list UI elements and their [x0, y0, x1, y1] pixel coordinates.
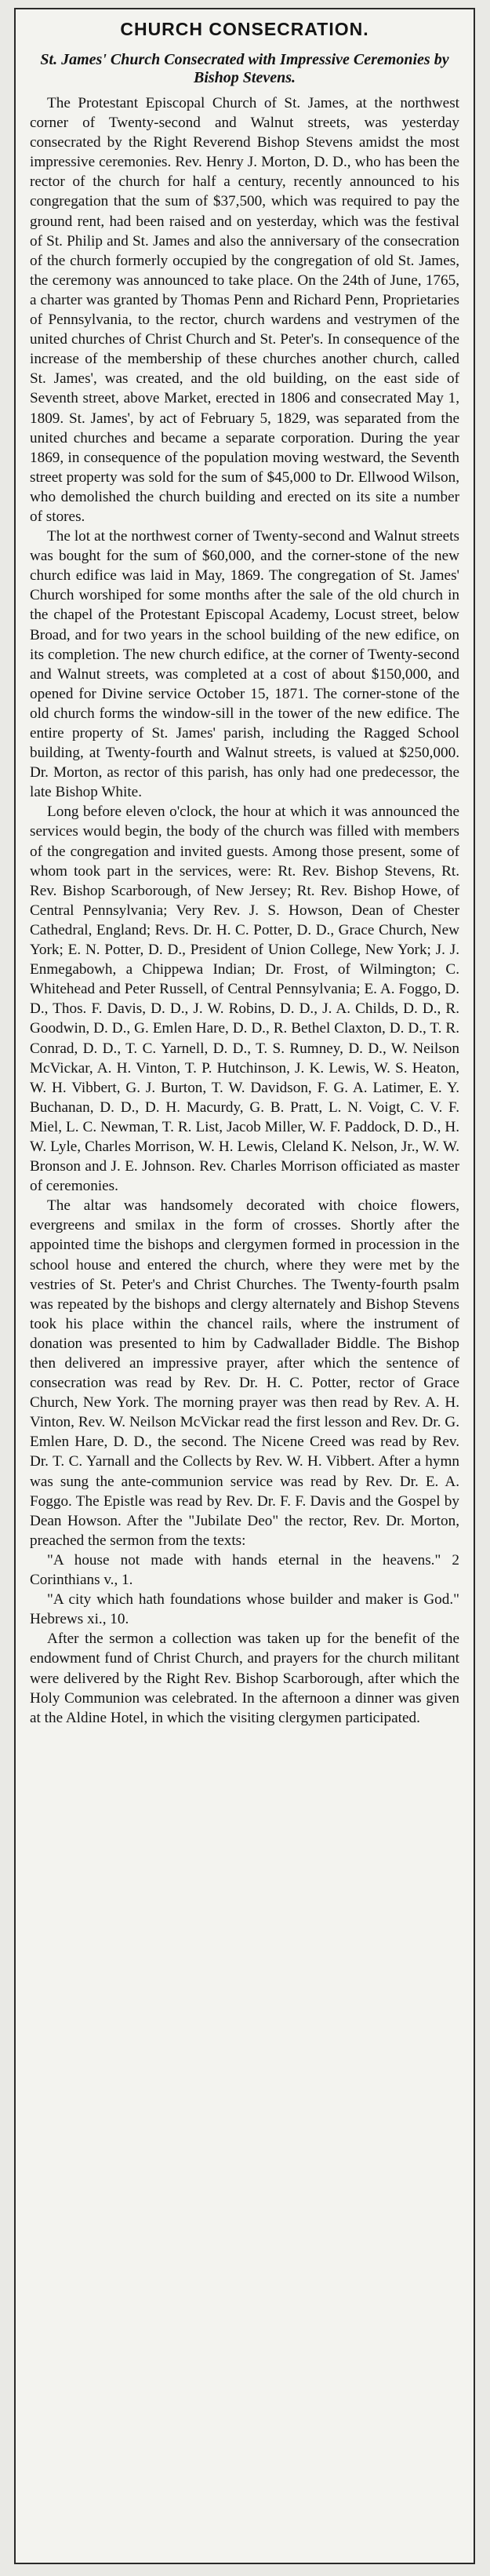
subheadline: St. James' Church Consecrated with Impressive Ceremonies by Bishop Stevens. [40, 51, 449, 86]
paragraph-ceremony: The altar was handsomely decorated with choice flowers, evergreens and smilax in the form of crosses. Shortly after the appointed time the bishops and clergymen formed in procession in the school house and entered the church, where they were met by the vestries of St. Peter's and Christ Churches. The Twenty-fourth psalm was repeated by the bishops and clergy alternately and Bishop Stevens took his place within the chancel rails, where the instrument of donation was presented to him by Cadwallader Biddle. The Bishop then delivered an impressive prayer, after which the sentence of consecration was read by Rev. Dr. H. C. Potter, rector of Grace Church, New York. The morning prayer was then read by Rev. A. H. Vinton, Rev. W. Neilson McVickar read the first lesson and Rev. Dr. G. Emlen Hare, D. D., the second. The Nicene Creed was read by Rev. Dr. T. C. Yarnall and the Collects by Rev. W. H. Vibbert. After a hymn was sung the ante-communion service was read by Rev. Dr. E. A. Foggo. The Epistle was read by Rev. Dr. F. F. Davis and the Gospel by Dean Howson. After the "Jubilate Deo" the rector, Rev. Dr. Morton, preached the sermon from the texts: [30, 1197, 459, 1549]
paragraph-closing: After the sermon a collection was taken up for the benefit of the endowment fund of Christ Church, and prayers for the church militant were delivered by the Right Rev. Bishop Scarborough, after which the Holy Communion was celebrated. In the afternoon a dinner was given at the Aldine Hotel, in which the visiting clergymen participated. [30, 1630, 459, 1726]
article-body [30, 93, 459, 1728]
newspaper-clipping [14, 8, 475, 2564]
paragraph-consecration-history: The Protestant Episcopal Church of St. James, at the northwest corner of Twenty-second and Walnut streets, was yesterday consecrated by the Right Reverend Bishop Stevens amidst the most impressive ceremonies. Rev. Henry J. Morton, D. D., who has been the rector of the church for half a century, recently announced to his congregation that the sum of $37,500, which was required to pay the ground rent, had been raised and on yesterday, which was the festival of St. Philip and St. James and also the anniversary of the consecration of the church formerly occupied by the congregation of old St. James, the ceremony was announced to take place. On the 24th of June, 1765, a charter was granted by Thomas Penn and Richard Penn, Proprietaries of Pennsylvania, to the rector, church wardens and vestrymen of the united churches of Christ Church and St. Peter's. In consequence of the increase of the membership of these churches another church, called St. James', was created, and the old building, on the east side of Seventh street, above Market, erected in 1806 and consecrated May 1, 1809. St. James', by act of February 5, 1829, was separated from the united churches and became a separate corporation. During the year 1869, in consequence of the population moving westward, the Seventh street property was sold for the sum of $45,000 to Dr. Ellwood Wilson, who demolished the church building and erected on its site a number of stores. [30, 95, 459, 525]
paragraph-attendees: Long before eleven o'clock, the hour at which it was announced the services would begin, the body of the church was filled with members of the congregation and invited guests. Among those present, some of whom took part in the services, were: Rt. Rev. Bishop Stevens, Rt. Rev. Bishop Scarborough, of New Jersey; Rt. Rev. Bishop Howe, of Central Pennsylvania; Very Rev. J. S. Howson, Dean of Chester Cathedral, England; Revs. Dr. H. C. Potter, D. D., Grace Church, New York; E. N. Potter, D. D., President of Union College, New York; J. J. Enmegabowh, a Chippewa Indian; Dr. Frost, of Wilmington; C. Whitehead and Peter Russell, of Central Pennsylvania; E. A. Foggo, D. D., Thos. F. Davis, D. D., J. W. Robins, D. D., J. A. Childs, D. D., R. Goodwin, D. D., G. Emlen Hare, D. D., R. Bethel Claxton, D. D., T. R. Conrad, D. D., T. C. Yarnell, D. D., T. S. Rumney, D. D., W. Neilson McVickar, A. H. Vinton, T. P. Hutchinson, J. K. Lewis, W. S. Heaton, W. H. Vibbert, G. J. Burton, T. W. Davidson, F. G. A. Latimer, E. Y. Buchanan, D. D., D. H. Macurdy, G. B. Pratt, L. N. Voigt, C. V. F. Miel, L. C. Newman, T. R. List, Jacob Miller, W. F. Paddock, D. D., H. W. Lyle, Charles Morrison, W. H. Lewis, Cleland K. Nelson, Jr., W. W. Bronson and J. E. Johnson. Rev. Charles Morrison officiated as master of ceremonies. [30, 803, 459, 1195]
scripture-quote-hebrews: "A city which hath foundations whose builder and maker is God." Hebrews xi., 10. [30, 1591, 459, 1628]
paragraph-new-lot: The lot at the northwest corner of Twenty-second and Walnut streets was bought for the sum of $60,000, and the corner-stone of the new church edifice was laid in May, 1869. The congregation of St. James' Church worshiped for some months after the sale of the old church in the chapel of the Protestant Episcopal Academy, Locust street, below Broad, and for two years in the school building of the new edifice, on its completion. The new church edifice, at the corner of Twenty-second and Walnut streets, was completed at a cost of about $150,000, and opened for Divine service October 15, 1871. The corner-stone of the old church forms the window-sill in the tower of the new edifice. The entire property of St. James' parish, including the Ragged School building, at Twenty-fourth and Walnut streets, is valued at $250,000. Dr. Morton, as rector of this parish, has only had one predecessor, the late Bishop White. [30, 528, 459, 801]
headline: CHURCH CONSECRATION. [120, 19, 369, 39]
scripture-quote-corinthians: "A house not made with hands eternal in the heavens." 2 Corinthians v., 1. [30, 1551, 459, 1589]
